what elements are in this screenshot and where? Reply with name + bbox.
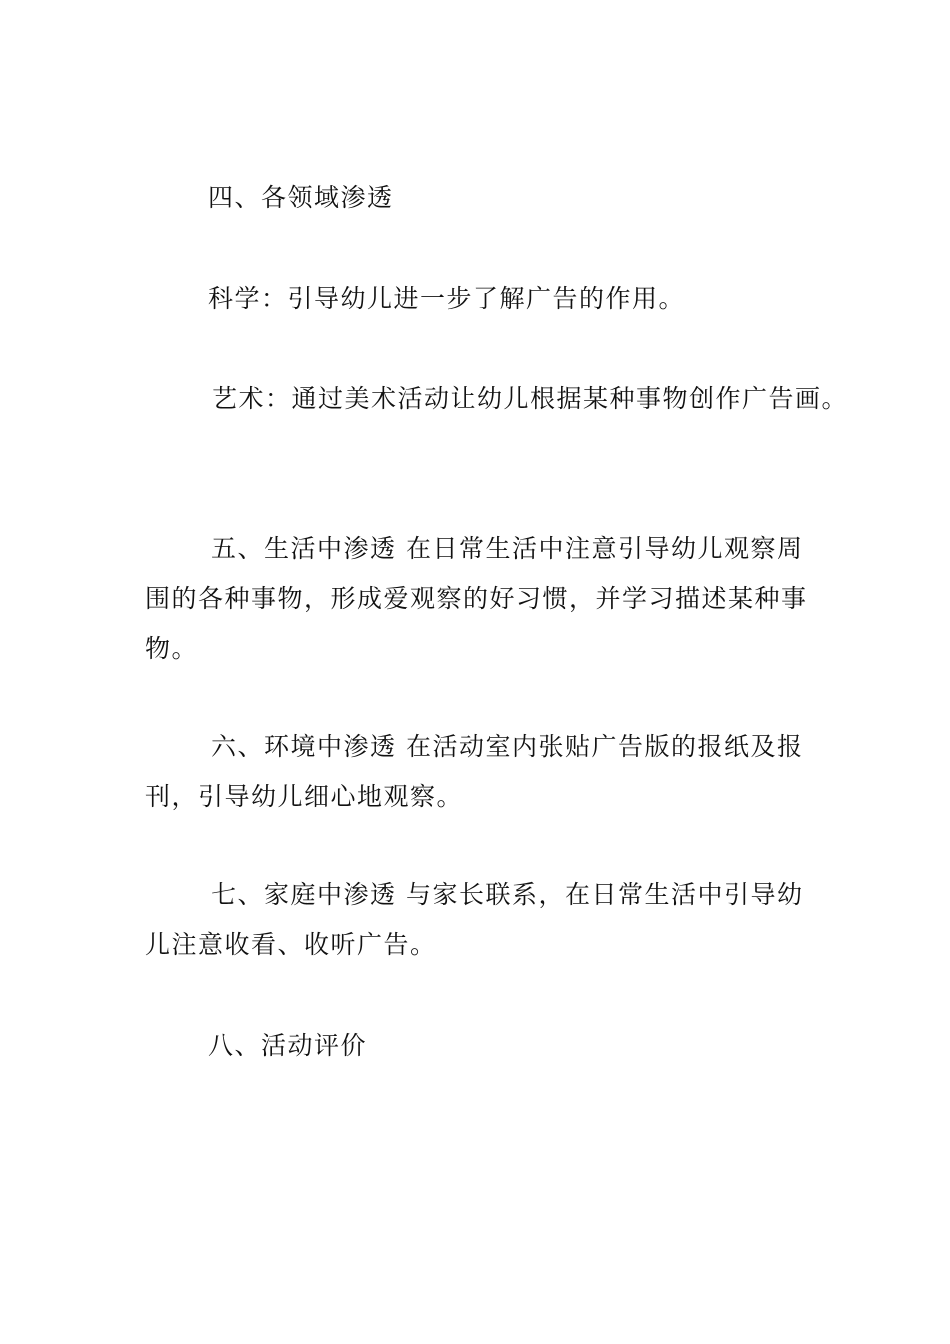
section-6-paragraph: 六、环境中渗透 在活动室内张贴广告版的报纸及报刊，引导幼儿细心地观察。 (145, 732, 804, 811)
section-5-paragraph: 五、生活中渗透 在日常生活中注意引导幼儿观察周围的各种事物，形成爱观察的好习惯，并学习描述某种事物。 (145, 534, 808, 663)
science-paragraph: 科学：引导幼儿进一步了解广告的作用。 (208, 284, 686, 313)
section-heading-8: 八、活动评价 (208, 1031, 368, 1060)
section-7-paragraph: 七、家庭中渗透 与家长联系，在日常生活中引导幼儿注意收看、收听广告。 (145, 880, 804, 959)
section-heading-4: 四、各领域渗透 (208, 183, 394, 212)
art-paragraph: 艺术：通过美术活动让幼儿根据某种事物创作广告画。 (212, 384, 849, 413)
